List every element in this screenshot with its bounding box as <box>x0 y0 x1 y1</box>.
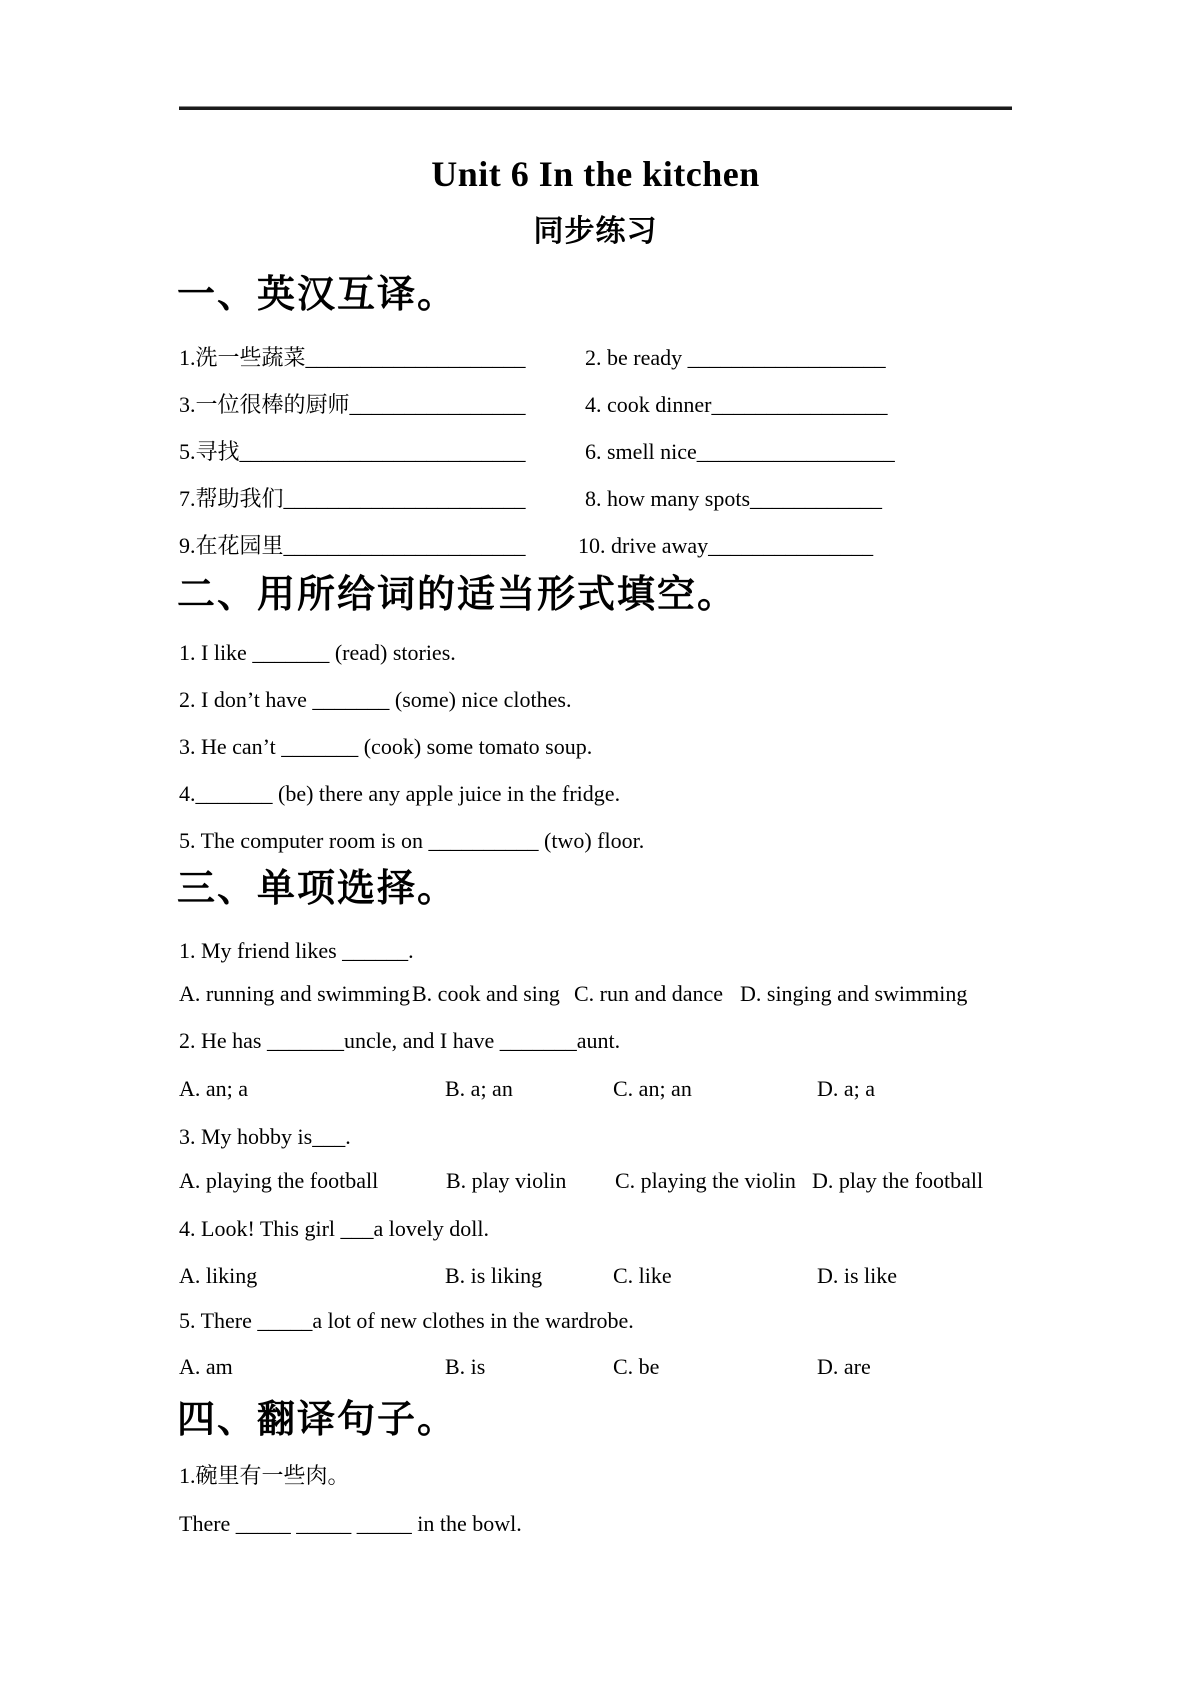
translation-item: 10. drive away_______________ <box>578 533 874 558</box>
section1-heading: 一、英汉互译。 <box>177 274 458 316</box>
translation-row <box>0 486 1191 512</box>
options-row <box>0 1354 1191 1380</box>
option-item: A. running and swimming <box>179 981 410 1006</box>
option-item: B. a; an <box>445 1076 513 1101</box>
option-item: A. liking <box>179 1263 258 1288</box>
translation-row <box>0 439 1191 465</box>
option-item: D. a; a <box>817 1076 876 1101</box>
translation-item: 9.在花园里______________________ <box>179 533 526 558</box>
question-text: 2. He has _______uncle, and I have _______aunt. <box>179 1028 621 1053</box>
options-row <box>0 981 1191 1007</box>
translation-item: 7.帮助我们______________________ <box>179 486 526 511</box>
question-text: 4. Look! This girl ___a lovely doll. <box>179 1216 490 1241</box>
option-item: C. be <box>613 1354 660 1379</box>
fill-blank-item: 4._______ (be) there any apple juice in the fridge. <box>179 781 621 806</box>
page-subtitle: 同步练习 <box>533 215 658 248</box>
option-item: D. is like <box>817 1263 898 1288</box>
translation-item: 3.一位很棒的厨师________________ <box>179 392 526 417</box>
translation-row <box>0 392 1191 418</box>
translation-sentence: 1.碗里有一些肉。 <box>179 1463 350 1488</box>
option-item: D. play the football <box>812 1168 984 1193</box>
option-item: B. play violin <box>446 1168 567 1193</box>
translation-item: 6. smell nice__________________ <box>585 439 895 464</box>
question-text: 5. There _____a lot of new clothes in the wardrobe. <box>179 1308 634 1333</box>
translation-item: 2. be ready __________________ <box>585 345 886 370</box>
section2-heading: 二、用所给词的适当形式填空。 <box>177 574 738 616</box>
option-item: C. an; an <box>613 1076 692 1101</box>
fill-blank-item: 3. He can’t _______ (cook) some tomato soup. <box>179 734 593 759</box>
translation-row <box>0 533 1191 559</box>
question-text: 1. My friend likes ______. <box>179 938 414 963</box>
translation-row <box>0 345 1191 371</box>
translation-item: 5.寻找__________________________ <box>179 439 526 464</box>
fill-blank-item: 2. I don’t have _______ (some) nice clothes. <box>179 687 572 712</box>
option-item: B. is liking <box>445 1263 543 1288</box>
option-item: C. like <box>613 1263 672 1288</box>
option-item: B. is <box>445 1354 486 1379</box>
section3-heading: 三、单项选择。 <box>177 868 458 910</box>
option-item: B. cook and sing <box>412 981 560 1006</box>
option-item: A. am <box>179 1354 233 1379</box>
header-rule <box>179 106 1012 110</box>
question-text: 3. My hobby is___. <box>179 1124 351 1149</box>
section4-heading: 四、翻译句子。 <box>177 1399 458 1441</box>
translation-sentence: There _____ _____ _____ in the bowl. <box>179 1511 522 1536</box>
translation-item: 8. how many spots____________ <box>585 486 882 511</box>
translation-item: 1.洗一些蔬菜____________________ <box>179 345 526 370</box>
page-title: Unit 6 In the kitchen <box>431 154 760 194</box>
option-item: A. an; a <box>179 1076 249 1101</box>
options-row <box>0 1263 1191 1289</box>
option-item: C. run and dance <box>574 981 724 1006</box>
option-item: D. singing and swimming <box>740 981 968 1006</box>
fill-blank-item: 1. I like _______ (read) stories. <box>179 640 456 665</box>
fill-blank-item: 5. The computer room is on __________ (two) floor. <box>179 828 645 853</box>
option-item: A. playing the football <box>179 1168 379 1193</box>
translation-item: 4. cook dinner________________ <box>585 392 888 417</box>
options-row <box>0 1076 1191 1102</box>
option-item: C. playing the violin <box>615 1168 796 1193</box>
option-item: D. are <box>817 1354 871 1379</box>
options-row <box>0 1168 1191 1194</box>
